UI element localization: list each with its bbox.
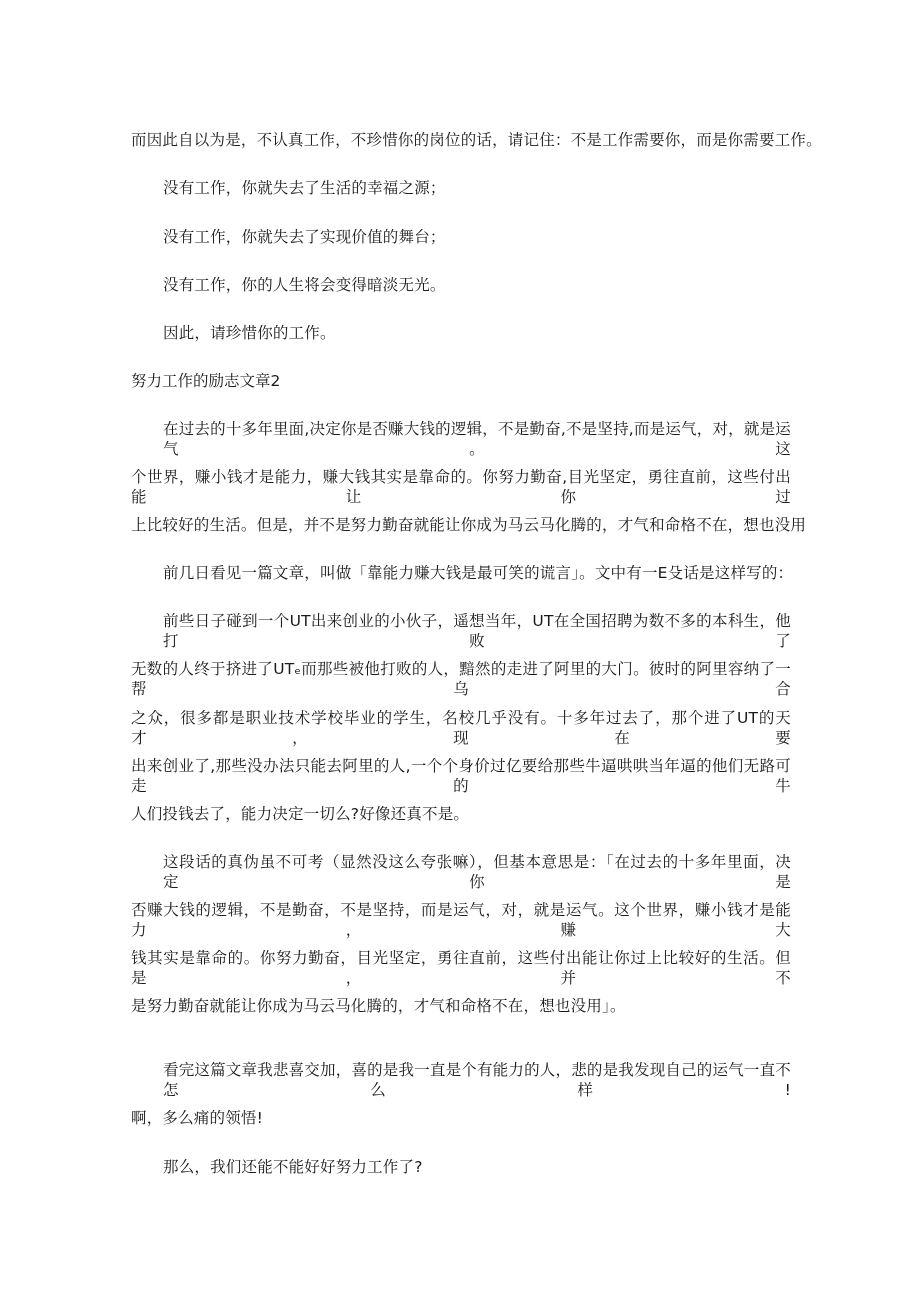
paragraph-line: 出来创业了,那些没办法只能去阿里的人,一个个身价过亿要给那些牛逼哄哄当年逼的他们无路可走的牛 [131, 757, 791, 795]
paragraph-line: 没有工作，你的人生将会变得暗淡无光。 [163, 276, 446, 294]
paragraph-line: 看完这篇文章我悲喜交加，喜的是我一直是个有能力的人，悲的是我发现自己的运气一直不怎么样! [163, 1061, 792, 1099]
paragraph-line: 没有工作，你就失去了生活的幸福之源； [163, 179, 446, 197]
paragraph-line: 无数的人终于挤进了UTₑ而那些被他打败的人，黯然的走进了阿里的大门。彼时的阿里容纳了一帮乌合 [131, 660, 791, 698]
paragraph-line: 是努力勤奋就能让你成为马云马化腾的，才气和命格不在，想也没用」。 [131, 997, 626, 1015]
paragraph-line: 那么，我们还能不能好好努力工作了? [163, 1158, 423, 1176]
paragraph-line: 在过去的十多年里面,决定你是否赚大钱的逻辑，不是勤奋,不是坚持,而是运气，对，就是运气。这 [163, 420, 791, 458]
paragraph-line: 钱其实是靠命的。你努力勤奋，目光坚定，勇往直前，这些付出能让你过上比较好的生活。但是，并不 [131, 949, 791, 987]
paragraph-line: 啊，多么痛的领悟! [131, 1109, 264, 1127]
section-heading: 努力工作的励志文章2 [131, 372, 281, 390]
paragraph-line: 上比较好的生活。但是，并不是努力勤奋就能让你成为马云马化腾的，才气和命格不在，想也没用 [131, 516, 807, 534]
paragraph-line: 前些日子碰到一个UT出来创业的小伙子，遥想当年，UT在全国招聘为数不多的本科生，他打败了 [163, 612, 791, 650]
paragraph-line: 人们投钱去了，能力决定一切么?好像还真不是。 [131, 805, 470, 823]
paragraph-line: 之众，很多都是职业技术学校毕业的学生，名校几乎没有。十多年过去了，那个进了UT的天才，现在要 [131, 709, 791, 747]
paragraph-line: 因此，请珍惜你的工作。 [163, 324, 336, 342]
paragraph-line: 这段话的真伪虽不可考（显然没这么夸张嘛），但基本意思是：「在过去的十多年里面，决定你是 [163, 853, 791, 891]
paragraph-line: 前几日看见一篇文章，叫做「靠能力赚大钱是最可笑的谎言」。文中有一E殳话是这样写的： [163, 564, 794, 582]
paragraph-line: 没有工作，你就失去了实现价值的舞台； [163, 228, 446, 246]
paragraph-line: 否赚大钱的逻辑，不是勤奋，不是坚持，而是运气，对，就是运气。这个世界，赚小钱才是能力，赚大 [131, 901, 791, 939]
paragraph-line: 个世界，赚小钱才是能力，赚大钱其实是靠命的。你努力勤奋,目光坚定，勇往直前，这些付出能让你过 [131, 468, 791, 506]
paragraph-line: 而因此自以为是，不认真工作，不珍惜你的岗位的话，请记住：不是工作需要你，而是你需要工作。 [131, 131, 822, 149]
